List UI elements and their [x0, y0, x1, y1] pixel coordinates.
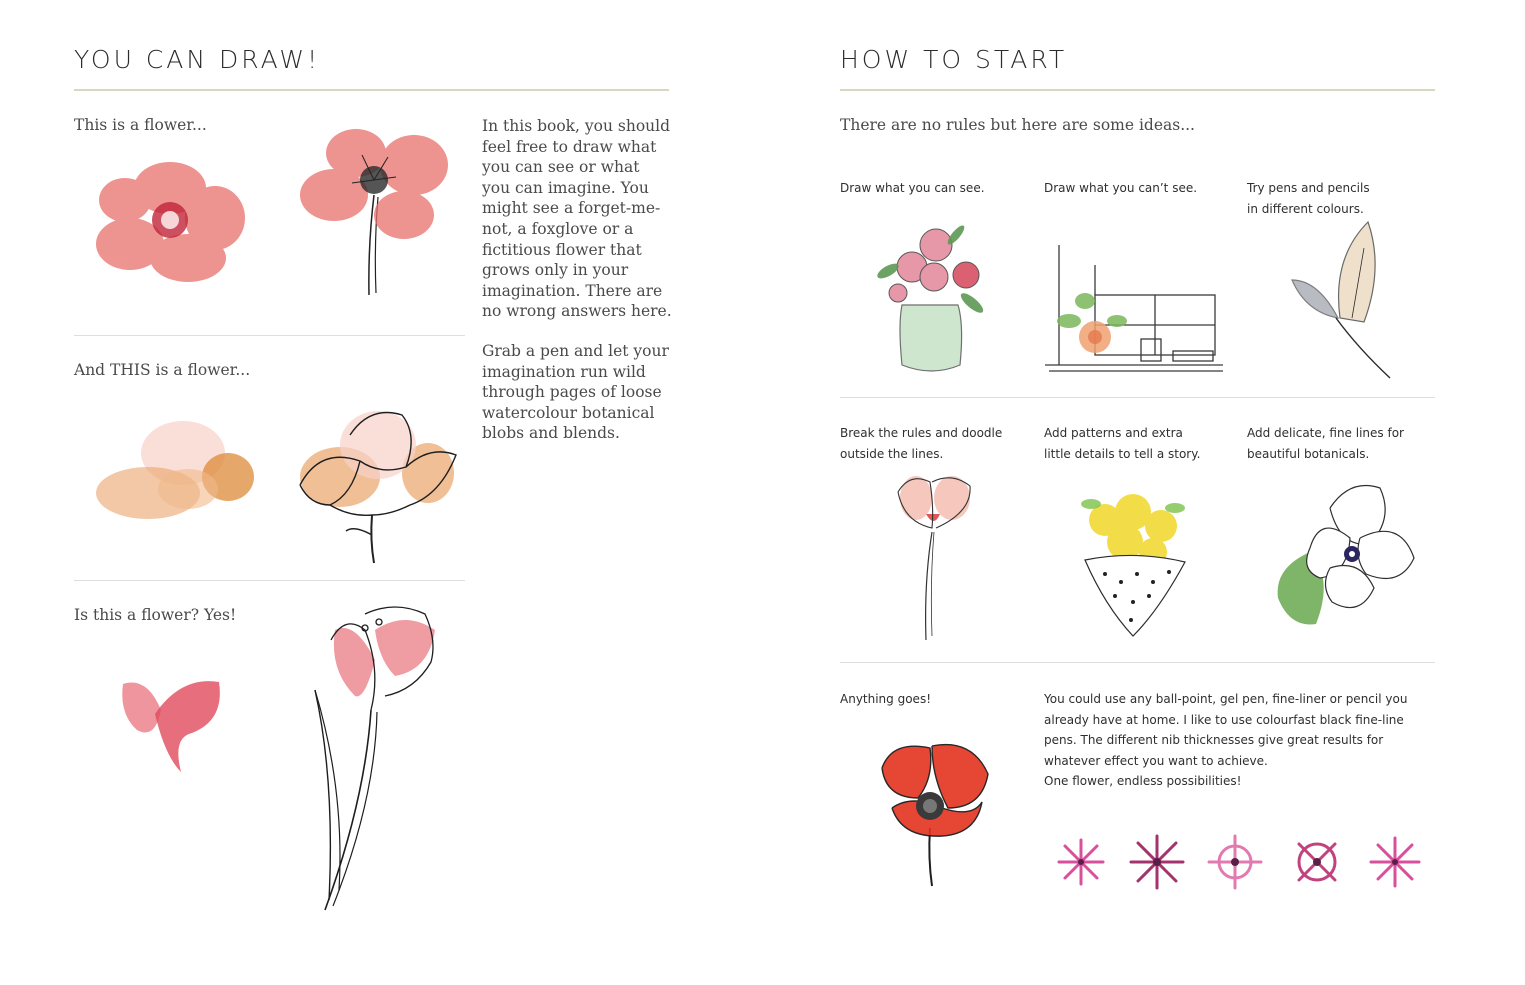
pink-blob-illustration	[115, 670, 225, 775]
section-label-1: This is a flower...	[74, 116, 207, 134]
idea-caption: Anything goes!	[840, 692, 932, 706]
section-label-2: And THIS is a flower...	[74, 361, 251, 379]
section-divider-2	[74, 580, 465, 581]
idea-caption: Draw what you can see.	[840, 181, 985, 195]
intro-paragraph-1: In this book, you should feel free to draw what you can see or what you can imagine. You might see a forget-me-not, a foxglove or a fictitious flower that grows only in your imagination. There are no wrong answers here.	[482, 117, 672, 321]
row-divider-2	[840, 662, 1435, 663]
orange-blob-illustration	[88, 415, 258, 530]
pens-paragraph: You could use any ball-point, gel pen, fine-liner or pencil you already have at home. I like to use colourfast black fine-line pens. The different nib thicknesses give great results for whatever effect you want to achieve.	[1044, 692, 1408, 768]
page-heading-left: YOU CAN DRAW!	[74, 45, 321, 74]
page-heading-right: HOW TO START	[840, 45, 1068, 74]
idea-caption: Break the rules and doodle outside the lines.	[840, 426, 1003, 461]
vase-bouquet-illustration	[872, 215, 992, 375]
tulip-ink-illustration	[305, 600, 445, 915]
section-divider-1	[74, 335, 465, 336]
yellow-bouquet-illustration	[1075, 490, 1195, 640]
row-divider-1	[840, 397, 1435, 398]
pansy-illustration	[1270, 478, 1420, 633]
closing-line: One flower, endless possibilities!	[1044, 774, 1242, 788]
watercolor-flower-illustration	[90, 160, 250, 290]
heading-rule-right	[840, 89, 1435, 91]
window-scene-illustration	[1045, 225, 1225, 375]
idea-caption: Add patterns and extra little details to tell a story.	[1044, 426, 1201, 461]
watercolor-flower-stem-illustration	[296, 125, 456, 300]
pink-daisies-illustration	[1055, 830, 1425, 895]
idea-caption: Add delicate, fine lines for beautiful botanicals.	[1247, 426, 1404, 461]
intro-text: There are no rules but here are some ideas...	[840, 116, 1195, 134]
red-poppy-illustration	[872, 738, 997, 888]
section-label-3: Is this a flower? Yes!	[74, 606, 237, 624]
intro-paragraph-2: Grab a pen and let your imagination run wild through pages of loose watercolour botanical blobs and blends.	[482, 342, 669, 443]
orange-ink-flower-illustration	[290, 405, 460, 565]
idea-caption: Draw what you can’t see.	[1044, 181, 1198, 195]
heading-rule-left	[74, 89, 669, 91]
line-poppy-illustration	[890, 472, 980, 642]
idea-caption: Try pens and pencils in different colours.	[1247, 181, 1370, 216]
pencil-leaf-illustration	[1288, 218, 1398, 383]
